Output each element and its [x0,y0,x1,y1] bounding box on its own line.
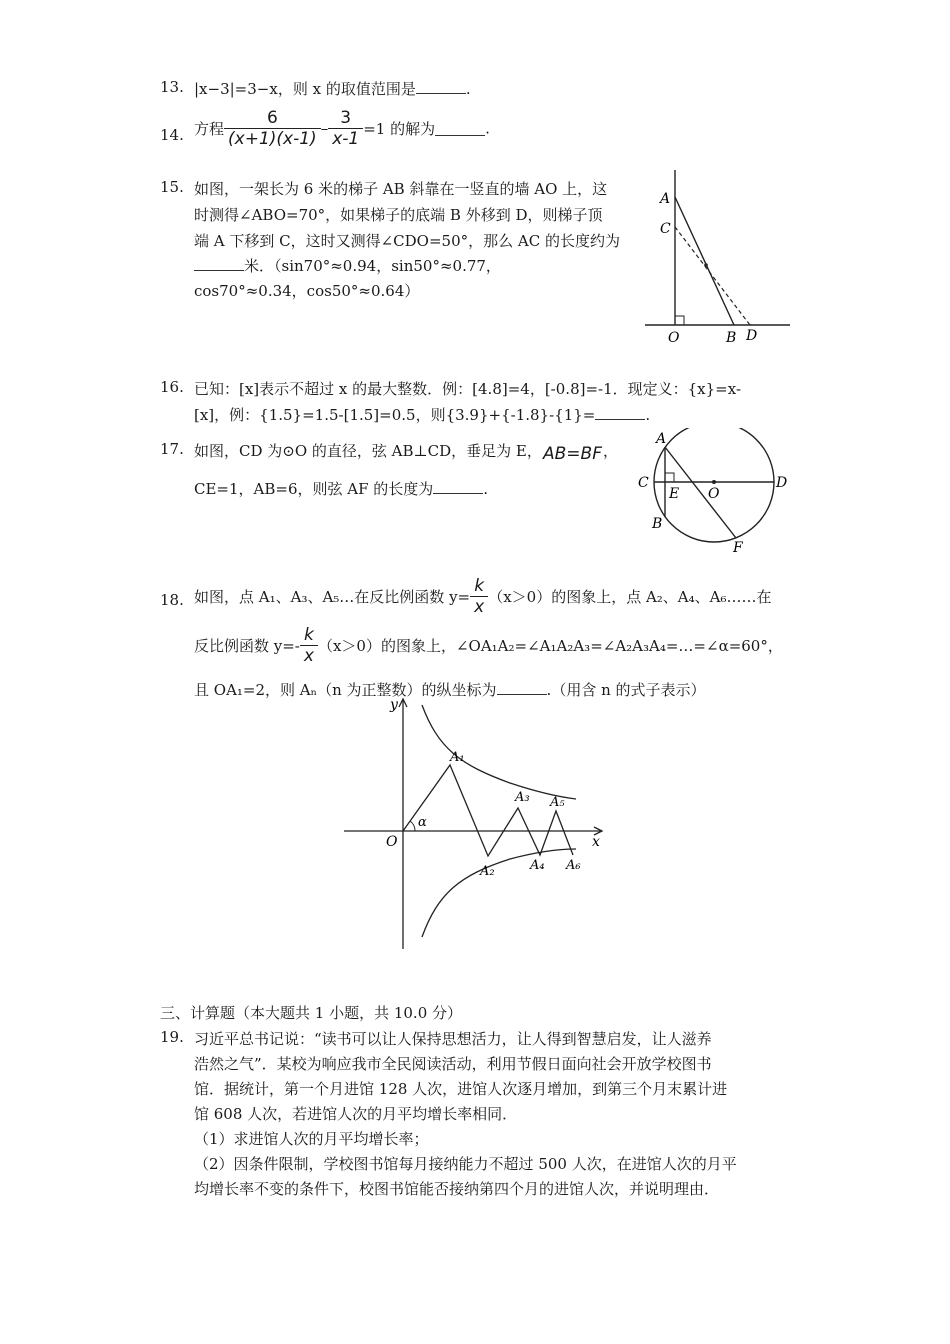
label-o: O [668,330,680,346]
q19-line-1: 习近平总书记说：“读书可以让人保持思想活力，让人得到智慧启发，让人滋养 [194,1030,712,1048]
q16-line-1: 已知：[x]表示不超过 x 的最大整数．例：[4.8]=4，[-0.8]=-1．现定义：{x}=x- [194,380,742,398]
label-a1: A₁ [450,750,465,765]
q15-line-3: 端 A 下移到 C，这时又测得∠CDO=50°，那么 AC 的长度约为 [194,232,620,250]
q18-frac2-numerator: k [303,625,314,645]
q15-answer-blank[interactable] [194,256,244,271]
q15-line-4 [194,255,501,276]
label-a3: A₃ [515,790,530,805]
q18-l3-tail: .（用含 n 的式子表示） [546,681,706,699]
q14-number: 14. [160,126,184,144]
label-alpha: α [418,815,427,830]
q19-part-2-line-2: 均增长率不变的条件下，校图书馆能否接纳第四个月的进馆人次，并说明理由． [194,1180,720,1198]
label-c: C [660,221,671,237]
label-a2: A₂ [480,864,495,879]
ladder-cd-dashed [675,227,750,325]
q18-frac-1 [470,576,488,617]
q17-line-1-tail: ， [603,442,619,460]
label-e: E [669,486,680,502]
q19-part-2-line-1: （2）因条件限制，学校图书馆每月接纳能力不超过 500 人次，在进馆人次的月平 [194,1155,737,1173]
label-d: D [746,328,758,344]
q17-arc-equality [543,444,602,464]
label-a6: A₆ [566,858,581,873]
q14-frac1-numerator: 6 [266,108,278,128]
q18-frac1-numerator: k [474,576,485,596]
right-angle-mark [665,473,674,482]
q18-l1-b: （x＞0）的图象上，点 A₂、A₄、A₆……在 [488,588,772,606]
q16-tail: . [645,406,651,424]
q13-tail: . [465,80,471,98]
label-b: B [726,330,737,346]
label-a4: A₄ [530,858,545,873]
circle-o [654,428,774,542]
q14-fraction-2 [328,108,363,149]
ladder-midpoint [704,263,708,267]
q17-tail: . [483,480,489,498]
q17-answer-blank[interactable] [433,479,483,494]
q13-text [194,78,471,99]
q16-line-2-text: [x]，例：{1.5}=1.5-[1.5]=0.5，则{3.9}+{-1.8}-{1}= [194,406,596,424]
q15-line-2: 时测得∠ABO=70°，如果梯子的底端 B 外移到 D，则梯子顶 [194,206,603,224]
q14-minus: – [320,119,329,138]
q17-line-2-text: CE=1，AB=6，则弦 AF 的长度为 [194,480,434,498]
q19-number: 19. [160,1028,184,1046]
q18-l2-b: （x＞0）的图象上，∠OA₁A₂=∠A₁A₂A₃=∠A₂A₃A₄=…=∠α=60°， [317,637,783,655]
q14-text [194,108,490,149]
q13-answer-blank[interactable] [416,79,466,94]
zigzag-polyline [403,765,573,856]
lower-hyperbola [422,849,576,937]
q13-body: |x−3|=3−x，则 x 的取值范围是 [194,80,416,98]
q15-line-5: cos70°≈0.34，cos50°≈0.64） [194,282,420,300]
label-c: C [638,475,649,491]
q16-number: 16. [160,378,184,396]
q19-line-2: 浩然之气”．某校为响应我市全民阅读活动，利用节假日面向社会开放学校图书 [194,1055,712,1073]
label-o: O [386,834,398,850]
q19-line-4: 馆 608 人次，若进馆人次的月平均增长率相同． [194,1105,518,1123]
q17-circle-figure [628,428,798,558]
right-angle-mark [675,316,684,325]
label-b: B [652,516,663,532]
section-3-title: 三、计算题（本大题共 1 小题，共 10.0 分） [160,1004,463,1022]
q15-line-1: 如图，一架长为 6 米的梯子 AB 斜靠在一竖直的墙 AO 上，这 [194,180,608,198]
label-d: D [776,475,788,491]
q17-line-1 [194,440,542,461]
q16-line-2 [194,404,650,425]
label-y: y [390,697,398,713]
label-x: x [592,834,600,850]
q14-fraction-1 [224,108,321,149]
q17-line-1-text: 如图，CD 为⊙O 的直径，弦 AB⊥CD，垂足为 E， [194,442,542,460]
alpha-arc [410,821,415,831]
q18-line-2 [194,625,783,666]
q18-frac2-denominator: x [300,645,318,666]
label-a: A [656,431,667,447]
q14-answer-blank[interactable] [435,121,485,136]
q14-frac1-denominator: (x+1)(x-1) [224,128,321,149]
q15-number: 15. [160,178,184,196]
label-f: F [733,540,743,556]
q16-answer-blank[interactable] [595,405,645,420]
q14-frac2-numerator: 3 [340,108,352,128]
q18-l1-a: 如图，点 A₁、A₃、A₅…在反比例函数 y= [194,588,471,606]
ladder-ab [675,197,734,325]
q18-hyperbola-figure [340,693,610,955]
q17-arc-text: AB=BF [543,444,602,464]
q19-line-3: 馆．据统计，第一个月进馆 128 人次，进馆人次逐月增加，到第三个月末累计进 [194,1080,728,1098]
q15-line-4-text: 米．（sin70°≈0.94，sin50°≈0.77， [244,257,501,275]
upper-hyperbola [422,705,576,799]
center-point [712,480,716,484]
label-a: A [660,191,671,207]
q18-frac1-denominator: x [470,596,488,617]
q17-number: 17. [160,440,184,458]
q18-line-1 [194,576,772,617]
q14-rhs: =1 的解为 [363,120,436,138]
q14-lead: 方程 [194,120,225,138]
q18-l2-a: 反比例函数 y=- [194,637,300,655]
q15-ladder-figure [640,165,795,350]
label-o: O [708,486,720,502]
q18-number: 18. [160,591,184,609]
q14-tail: . [485,119,490,138]
q14-frac2-denominator: x-1 [328,128,363,149]
q18-l3-text: 且 OA₁=2，则 Aₙ（n 为正整数）的纵坐标为 [194,681,497,699]
q17-line-2 [194,478,488,499]
q18-frac-2 [300,625,318,666]
q13-number: 13. [160,78,184,96]
q19-part-1: （1）求进馆人次的月平均增长率； [194,1130,429,1148]
label-a5: A₅ [550,795,565,810]
